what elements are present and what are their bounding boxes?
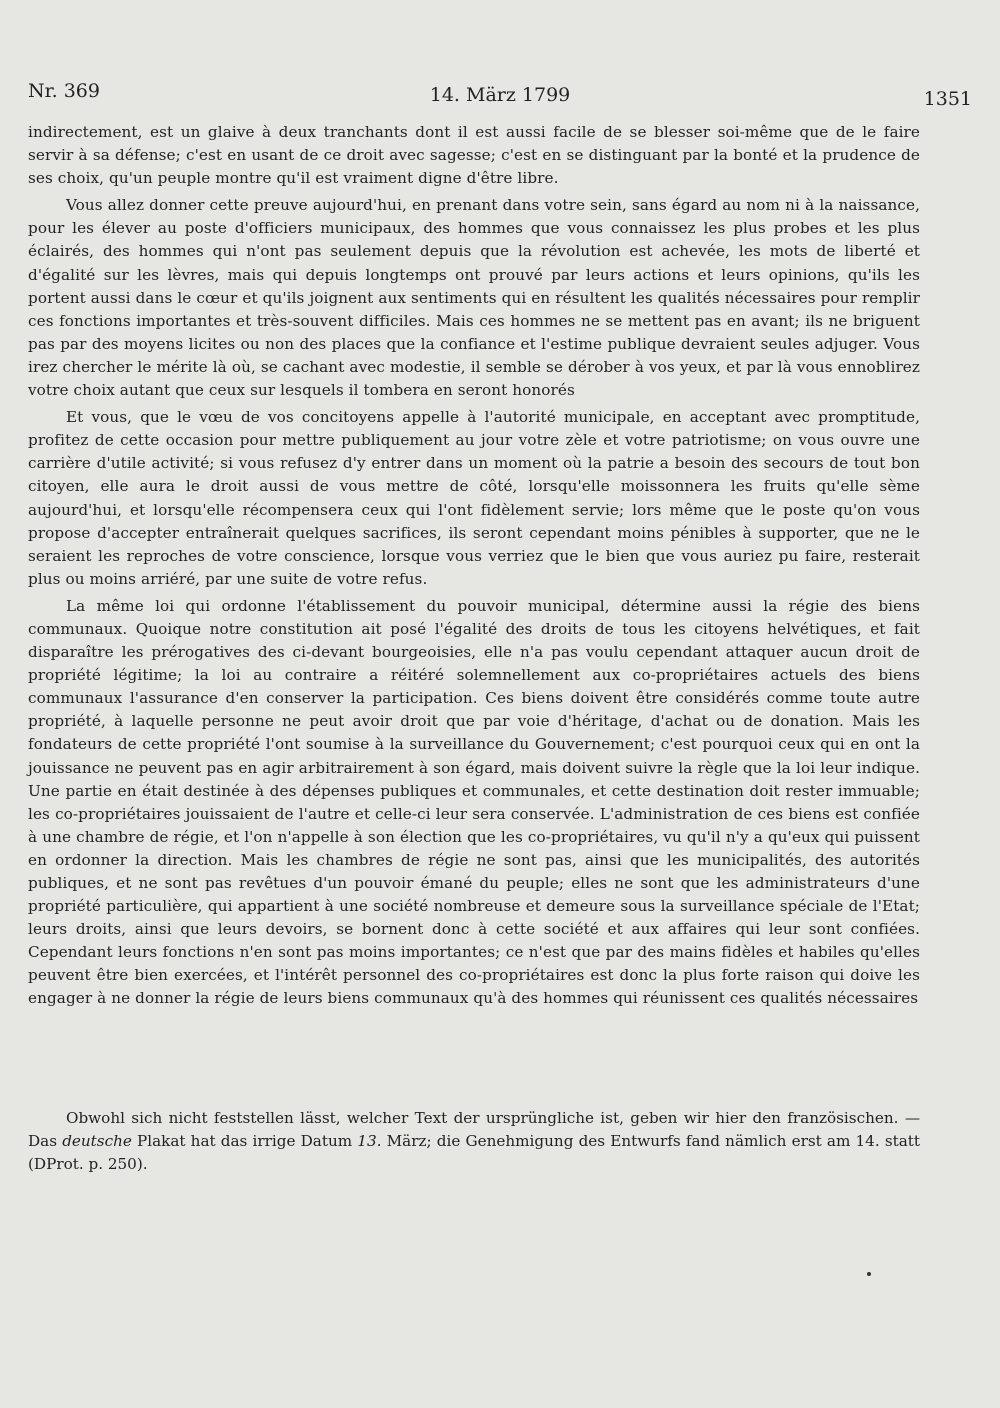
note-italic-date: 13. [357,1132,382,1150]
paragraph-3: Et vous, que le vœu de vos concitoyens appelle à l'autorité municipale, en acceptant avec promptitude, profitez de cette occasion pour mettre publiquement au jour votre zèle et votre patriotisme; on vous ouvre une carrière d'utile activité; si vous refusez d'y entrer dans un moment où la patrie a besoin des secours de tout bon citoyen, elle aura le droit aussi de vous mettre de côté, lorsqu'elle moissonnera les fruits qu'elle sème aujourd'hui, et lorsqu'elle récompensera ceux qui l'ont fidèlement servie; lors même que le poste qu'on vous propose d'accepter entraînerait quelques sacrifices, ils seront cependant moins pénibles à supporter, que ne le seraient les reproches de votre conscience, lorsque vous verriez que le bien que vous auriez pu faire, resterait plus ou moins arriéré, par une suite de votre refus. [28,408,920,588]
note-line-1: Obwohl sich nicht feststellen lässt, welcher Text der ursprüngliche ist, geben wir hier den französischen. [66,1109,899,1127]
ink-speck [867,1272,871,1276]
document-date: 14. März 1799 [429,84,571,106]
paragraph-2: Vous allez donner cette preuve aujourd'hui, en prenant dans votre sein, sans égard au nom ni à la naissance, pour les élever au poste d'officiers municipaux, des hommes que vous connaissez les plus probes et les plus éclairés, des hommes qui n'ont pas seulement depuis que la révolution est achevée, les mots de liberté et d'égalité sur les lèvres, mais qui depuis longtemps ont prouvé par leurs actions et leurs opinions, qu'ils les portent aussi dans le cœur et qu'ils joignent aux sentiments qui en résultent les qualités nécessaires pour remplir ces fonctions importantes et très-souvent difficiles. Mais ces hommes ne se mettent pas en avant; ils ne briguent pas par des moyens licites ou non des places que la confiance et l'estime publique devraient seules adjuger. Vous irez chercher le mérite là où, se cachant avec modestie, il semble se dérober à vos yeux, et par là vous ennoblirez votre choix autant que ceux sur lesquels il tombera en seront honorés [28,196,920,400]
note-italic-deutsche: deutsche [62,1132,132,1150]
paragraph-1: indirectement, est un glaive à deux tranchants dont il est aussi facile de se blesser soi-même que de le faire servir à sa défense; c'est en usant de ce droit avec sagesse; c'est en se distinguant par la bonté et la prudence de ses choix, qu'un peuple montre qu'il est vraiment digne d'être libre. [28,123,920,188]
body-text [28,121,920,1011]
paragraph-4: La même loi qui ordonne l'établissement du pouvoir municipal, détermine aussi la régie des biens communaux. Quoique notre constitution ait posé l'égalité des droits de tous les citoyens helvétiques, et fait disparaître les prérogatives des ci-devant bourgeoisies, elle n'a pas voulu cependant attaquer aucun droit de propriété légitime; la loi au contraire a réitéré solemnellement aux co-propriétaires actuels des biens communaux l'assurance d'en conserver la participation. Ces biens doivent être considérés comme toute autre propriété, à laquelle personne ne peut avoir droit que par voie d'héritage, d'achat ou de donation. Mais les fondateurs de cette propriété l'ont soumise à la surveillance du Gouvernement; c'est pourquoi ceux qui en ont la jouissance ne peuvent pas en agir arbitrairement à son égard, mais doivent suivre la règle que la loi leur indique. Une partie en était destinée à des dépenses publiques et communales, et cette destination doit rester immuable; les co-propriétaires jouissaient de l'autre et celle-ci leur sera conservée. L'administration de ces biens est confiée à une chambre de régie, et l'on n'appelle à son élection que les co-propriétaires, vu qu'il n'y a qu'eux qui puissent en ordonner la direction. Mais les chambres de régie ne sont pas, ainsi que les municipalités, des autorités publiques, et ne sont pas revêtues d'un pouvoir émané du peuple; elles ne sont que les administrateurs d'une propriété particulière, qui appartient à une société nombreuse et demeure sous la surveillance spéciale de l'Etat; leurs droits, ainsi que leurs devoirs, se bornent donc à cette société et aux affaires qui leur sont confiées. Cependant leurs fonctions n'en sont pas moins importantes; ce n'est que par des mains fidèles et habiles qu'elles peuvent être bien exercées, et l'intérêt personnel des co-propriétaires est donc la plus forte raison qui doive les engager à ne donner la régie de leurs biens communaux qu'à des hommes qui réunissent ces qualités nécessaires [28,596,920,1008]
note-part-a: — Das [28,1109,920,1150]
document-number: Nr. 369 [28,80,100,102]
page-number: 1351 [923,88,972,110]
note-part-e: März; die Genehmigung des Entwurfs fand nämlich erst am 14. statt (DProt. p. 250). [28,1132,920,1173]
note-part-c: Plakat hat das irrige Datum [131,1132,358,1150]
editorial-note [28,1107,920,1176]
page-header [28,80,972,114]
note-paragraph [28,1107,920,1176]
